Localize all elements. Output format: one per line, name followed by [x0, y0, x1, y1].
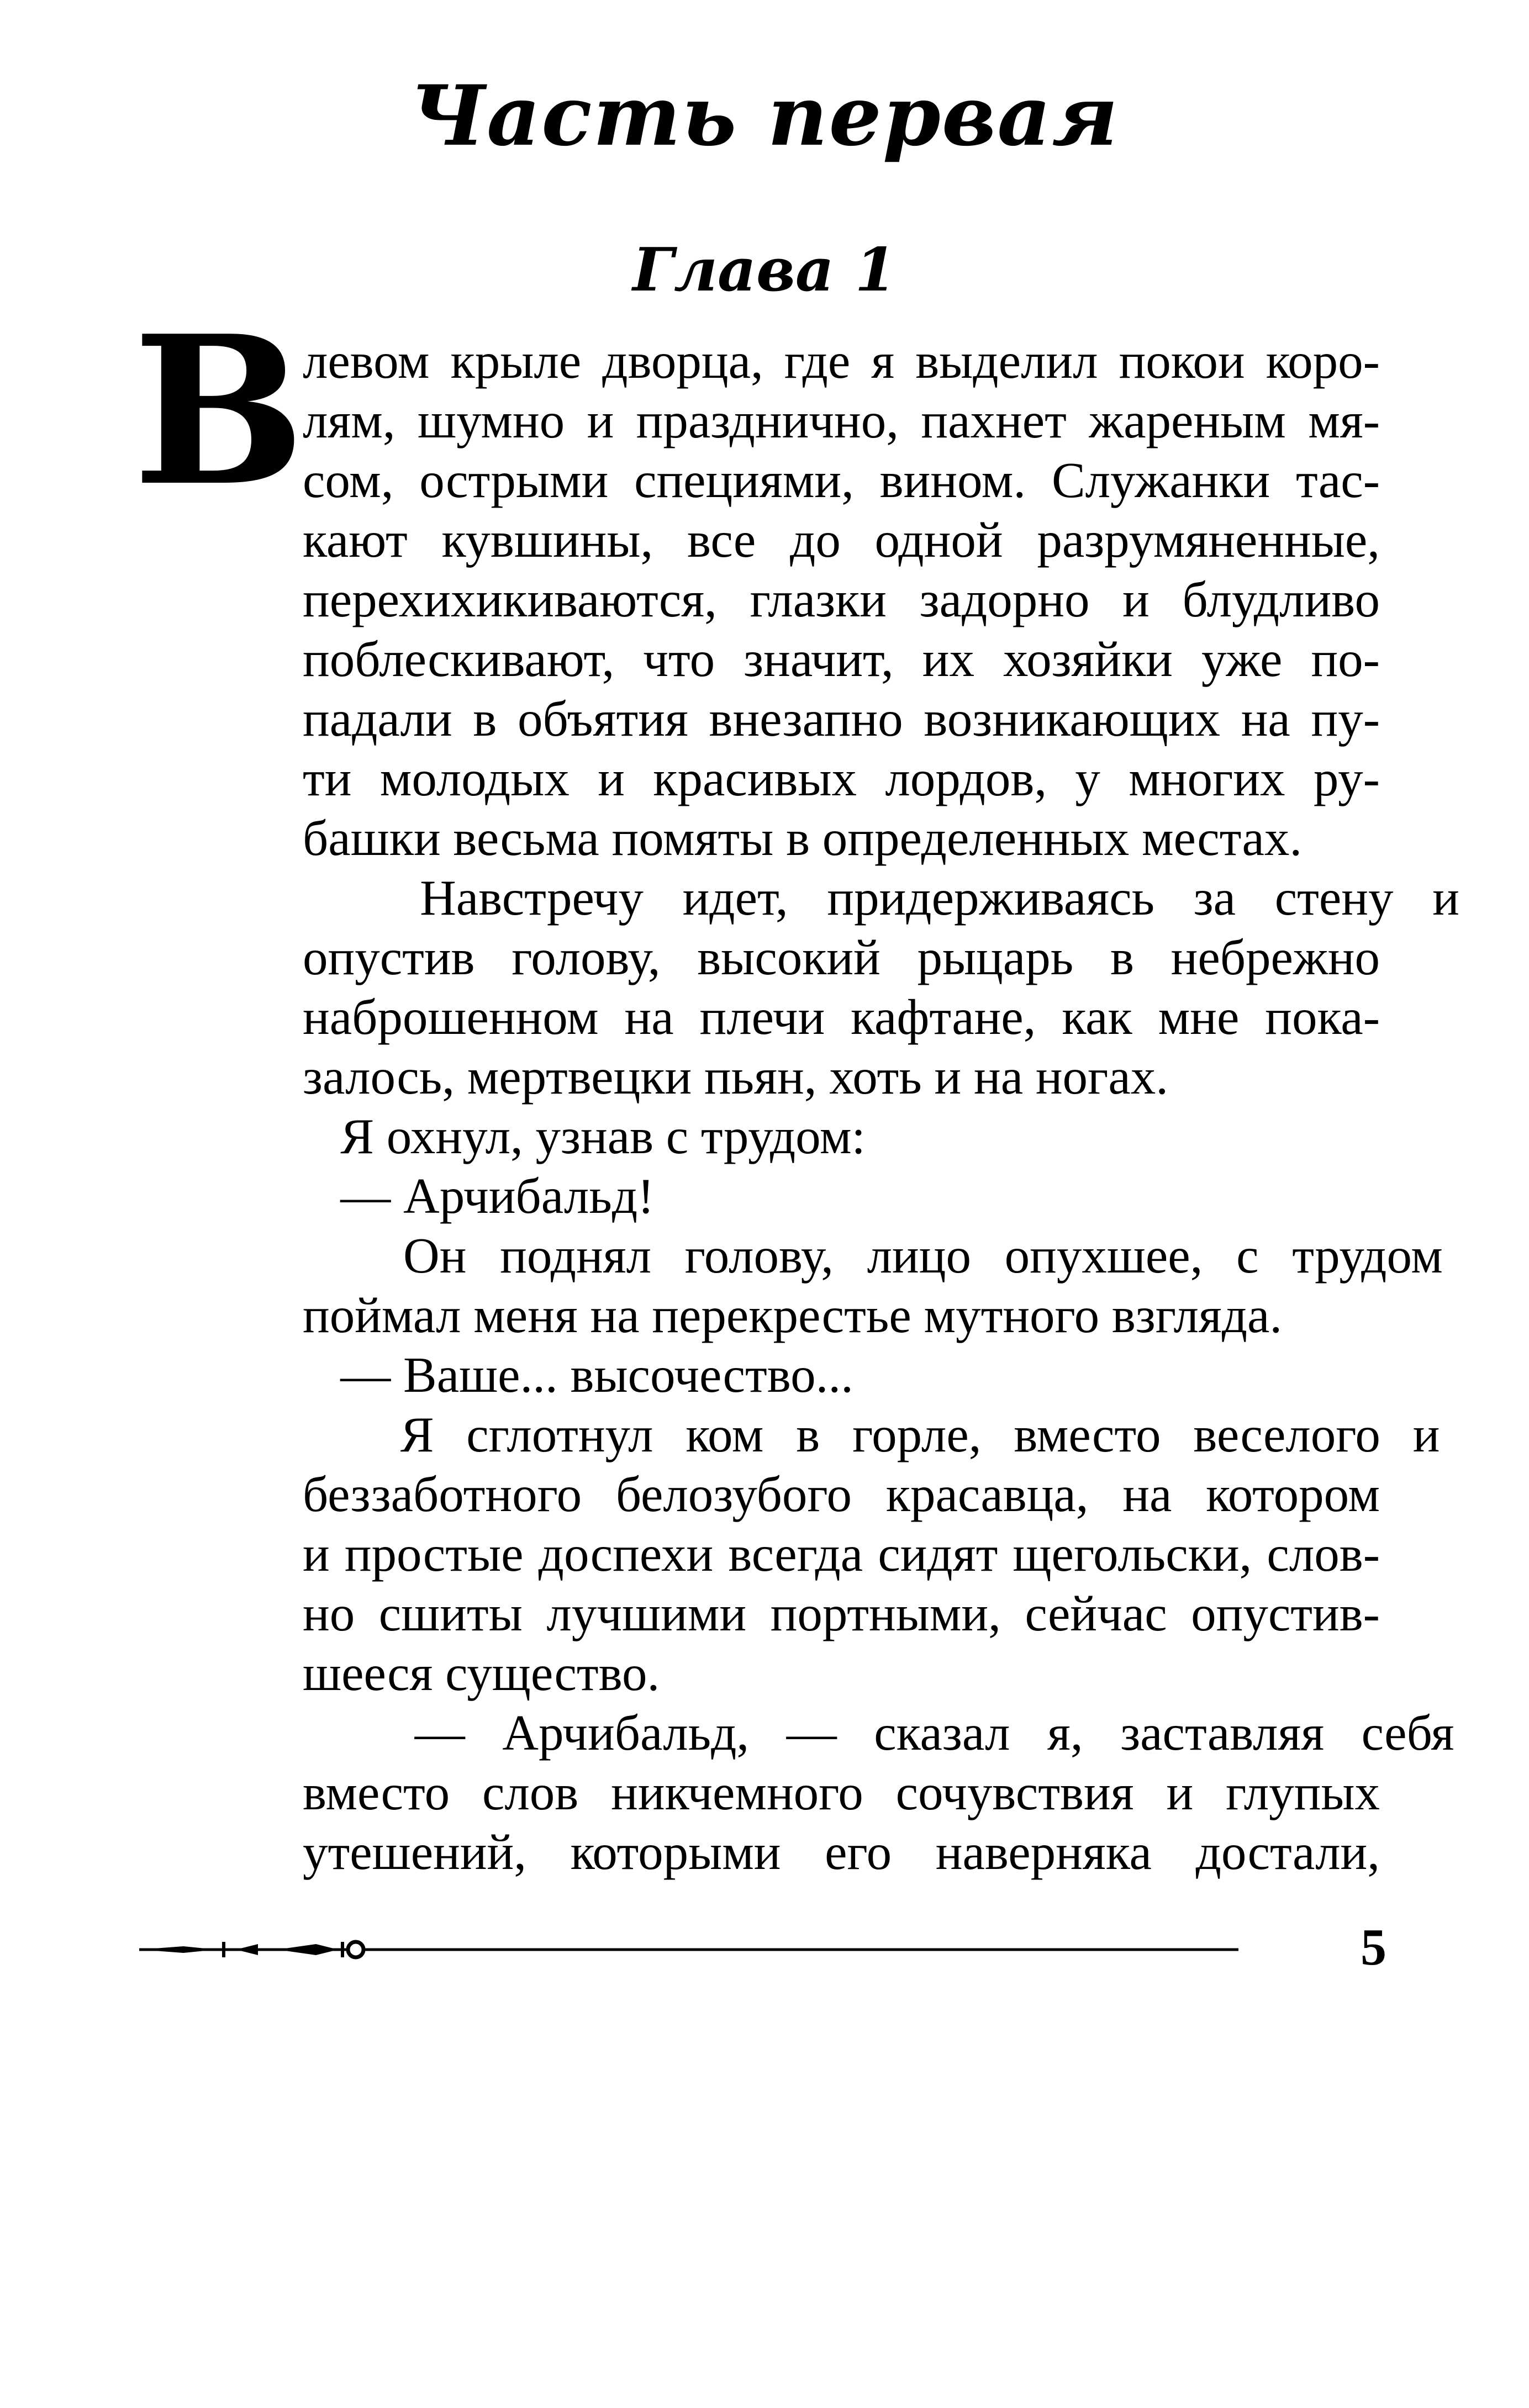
text-line: ти молодых и красивых лордов, у многих ру- [303, 751, 1380, 806]
body-text [303, 331, 1459, 1882]
text-line: сом, острыми специями, вином. Служанки тас- [303, 452, 1380, 508]
text-line: башки весьма помяты в определенных местах. [303, 810, 1303, 866]
text-line: поблескивают, что значит, их хозяйки уже по- [303, 631, 1380, 687]
text-line: опустив голову, высокий рыцарь в небрежно [303, 930, 1380, 985]
part-title: Часть первая [410, 67, 1119, 165]
text-line: кают кувшины, все до одной разрумяненные, [303, 512, 1380, 568]
text-line: вместо слов никчемного сочувствия и глупых [303, 1765, 1380, 1820]
text-line: шееся существо. [303, 1645, 660, 1701]
text-line: перехихикиваются, глазки задорно и блудливо [303, 572, 1380, 627]
text-line: утешений, которыми его наверняка достали, [303, 1824, 1380, 1880]
text-line: падали в объятия внезапно возникающих на пу- [303, 691, 1380, 747]
text-line: — Арчибальд, — сказал я, заставляя себя [303, 1705, 1454, 1761]
text-line: лям, шумно и празднично, пахнет жареным мя- [303, 393, 1380, 448]
text-line: левом крыле дворца, где я выделил покои коро- [303, 333, 1380, 389]
text-line: и простые доспехи всегда сидят щегольски, слов- [303, 1526, 1380, 1582]
page-number: 5 [1361, 1919, 1386, 1976]
text-line: но сшиты лучшими портными, сейчас опустив- [303, 1586, 1380, 1641]
text-line: залось, мертвецки пьян, хоть и на ногах. [303, 1049, 1168, 1105]
drop-cap: В [133, 292, 305, 531]
text-line: — Арчибальд! [303, 1168, 655, 1224]
text-line: поймал меня на перекрестье мутного взгляда. [303, 1287, 1283, 1343]
text-line: Я охнул, узнав с трудом: [303, 1108, 866, 1164]
text-line: — Ваше... высочество... [303, 1347, 853, 1403]
text-line: беззаботного белозубого красавца, на котором [303, 1466, 1380, 1522]
text-line: Навстречу идет, придерживаясь за стену и [303, 870, 1459, 926]
chapter-title: Глава 1 [632, 235, 897, 305]
text-line: Я сглотнул ком в горле, вместо веселого и [303, 1407, 1440, 1462]
footer-ornament [139, 1933, 1244, 1966]
text-line: наброшенном на плечи кафтане, как мне пока- [303, 989, 1380, 1045]
text-line: Он поднял голову, лицо опухшее, с трудом [303, 1228, 1443, 1284]
